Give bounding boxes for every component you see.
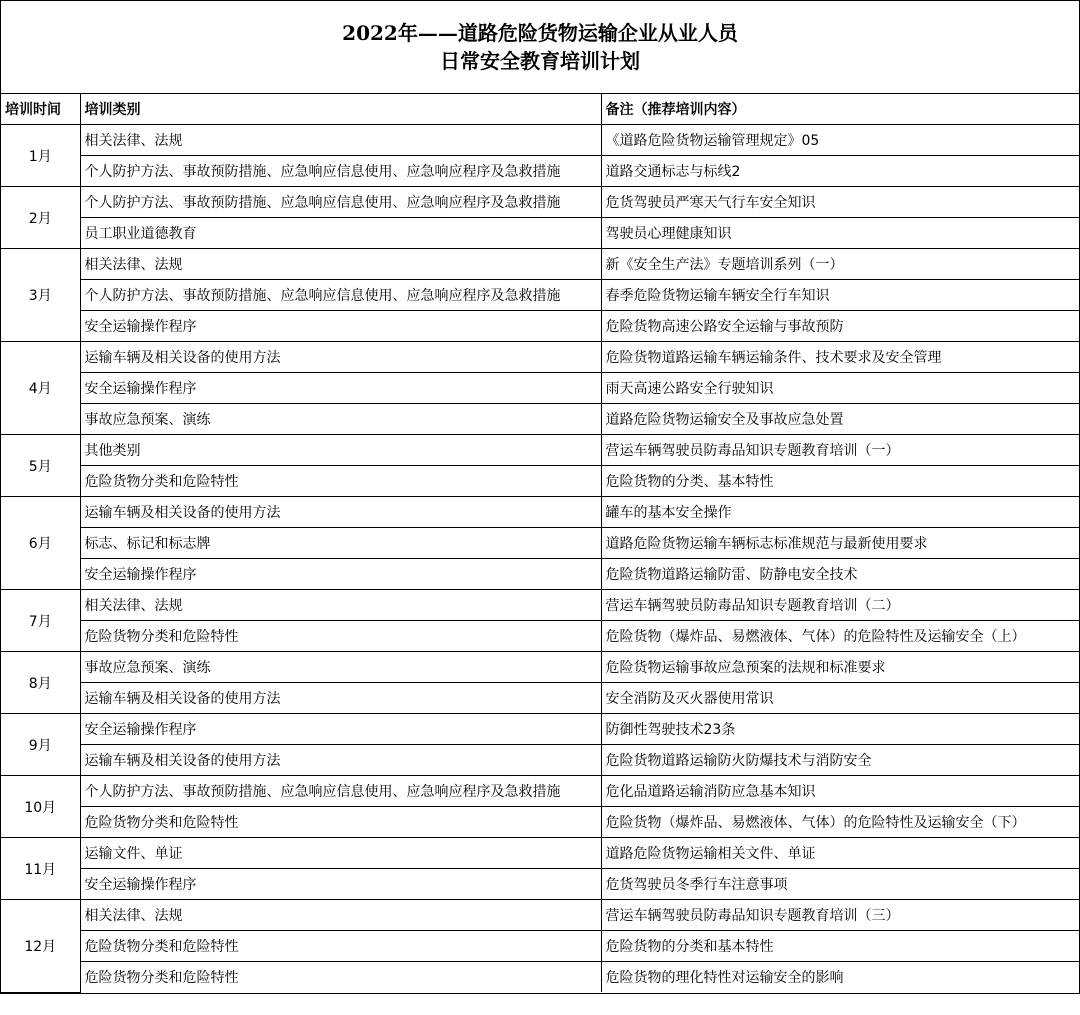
remark-cell: 营运车辆驾驶员防毒品知识专题教育培训（二） [601,590,1079,621]
category-cell: 安全运输操作程序 [80,714,601,745]
table-body [1,125,1079,993]
month-cell: 11月 [1,838,80,900]
month-cell: 7月 [1,590,80,652]
category-cell: 危险货物分类和危险特性 [80,807,601,838]
remark-cell: 雨天高速公路安全行驶知识 [601,373,1079,404]
table-row [1,776,1079,807]
document-title [1,1,1079,94]
table-row [1,373,1079,404]
remark-cell: 危货驾驶员冬季行车注意事项 [601,869,1079,900]
category-cell: 相关法律、法规 [80,900,601,931]
remark-cell: 危险货物的理化特性对运输安全的影响 [601,962,1079,993]
remark-cell: 营运车辆驾驶员防毒品知识专题教育培训（三） [601,900,1079,931]
month-cell: 3月 [1,249,80,342]
table-row [1,497,1079,528]
remark-cell: 道路交通标志与标线2 [601,156,1079,187]
remark-cell: 危险货物的分类、基本特性 [601,466,1079,497]
category-cell: 危险货物分类和危险特性 [80,466,601,497]
month-cell: 8月 [1,652,80,714]
category-cell: 危险货物分类和危险特性 [80,621,601,652]
category-cell: 安全运输操作程序 [80,373,601,404]
category-cell: 运输车辆及相关设备的使用方法 [80,683,601,714]
table-row [1,900,1079,931]
category-cell: 事故应急预案、演练 [80,652,601,683]
remark-cell: 危险货物道路运输防雷、防静电安全技术 [601,559,1079,590]
category-cell: 安全运输操作程序 [80,559,601,590]
table-row [1,435,1079,466]
table-row [1,311,1079,342]
header-training-category: 培训类别 [80,94,601,125]
category-cell: 个人防护方法、事故预防措施、应急响应信息使用、应急响应程序及急救措施 [80,187,601,218]
remark-cell: 罐车的基本安全操作 [601,497,1079,528]
remark-cell: 危险货物运输事故应急预案的法规和标准要求 [601,652,1079,683]
table-row [1,342,1079,373]
month-cell: 5月 [1,435,80,497]
header-training-time: 培训时间 [1,94,80,125]
title-line-2: 日常安全教育培训计划 [440,49,640,73]
remark-cell: 危险货物道路运输防火防爆技术与消防安全 [601,745,1079,776]
category-cell: 危险货物分类和危险特性 [80,931,601,962]
month-cell: 1月 [1,125,80,187]
table-row [1,249,1079,280]
category-cell: 相关法律、法规 [80,590,601,621]
remark-cell: 道路危险货物运输相关文件、单证 [601,838,1079,869]
table-row [1,931,1079,962]
category-cell: 运输车辆及相关设备的使用方法 [80,497,601,528]
category-cell: 运输文件、单证 [80,838,601,869]
table-row [1,683,1079,714]
category-cell: 个人防护方法、事故预防措施、应急响应信息使用、应急响应程序及急救措施 [80,156,601,187]
header-remark: 备注（推荐培训内容） [601,94,1079,125]
table-row [1,559,1079,590]
remark-cell: 防御性驾驶技术23条 [601,714,1079,745]
remark-cell: 危险货物（爆炸品、易燃液体、气体）的危险特性及运输安全（下） [601,807,1079,838]
title-line-1: 2022年——道路危险货物运输企业从业人员 [342,21,738,45]
category-cell: 个人防护方法、事故预防措施、应急响应信息使用、应急响应程序及急救措施 [80,280,601,311]
remark-cell: 道路危险货物运输安全及事故应急处置 [601,404,1079,435]
category-cell: 安全运输操作程序 [80,869,601,900]
table-row [1,590,1079,621]
remark-cell: 驾驶员心理健康知识 [601,218,1079,249]
table-row [1,466,1079,497]
table-row [1,621,1079,652]
category-cell: 相关法律、法规 [80,125,601,156]
remark-cell: 春季危险货物运输车辆安全行车知识 [601,280,1079,311]
category-cell: 运输车辆及相关设备的使用方法 [80,342,601,373]
table-row [1,528,1079,559]
table-row [1,218,1079,249]
remark-cell: 危险货物高速公路安全运输与事故预防 [601,311,1079,342]
month-cell: 4月 [1,342,80,435]
category-cell: 安全运输操作程序 [80,311,601,342]
table-row [1,807,1079,838]
training-table [1,94,1079,993]
table-row [1,745,1079,776]
category-cell: 个人防护方法、事故预防措施、应急响应信息使用、应急响应程序及急救措施 [80,776,601,807]
category-cell: 相关法律、法规 [80,249,601,280]
remark-cell: 道路危险货物运输车辆标志标准规范与最新使用要求 [601,528,1079,559]
remark-cell: 危货驾驶员严寒天气行车安全知识 [601,187,1079,218]
table-row [1,280,1079,311]
remark-cell: 新《安全生产法》专题培训系列（一） [601,249,1079,280]
remark-cell: 安全消防及灭火器使用常识 [601,683,1079,714]
table-row [1,962,1079,993]
category-cell: 其他类别 [80,435,601,466]
table-row [1,652,1079,683]
table-row [1,187,1079,218]
table-row [1,156,1079,187]
category-cell: 员工职业道德教育 [80,218,601,249]
month-cell: 12月 [1,900,80,993]
remark-cell: 营运车辆驾驶员防毒品知识专题教育培训（一） [601,435,1079,466]
month-cell: 9月 [1,714,80,776]
table-row [1,404,1079,435]
remark-cell: 危险货物的分类和基本特性 [601,931,1079,962]
month-cell: 2月 [1,187,80,249]
category-cell: 危险货物分类和危险特性 [80,962,601,993]
table-row [1,714,1079,745]
category-cell: 标志、标记和标志牌 [80,528,601,559]
table-row [1,869,1079,900]
month-cell: 6月 [1,497,80,590]
month-cell: 10月 [1,776,80,838]
table-row [1,125,1079,156]
category-cell: 运输车辆及相关设备的使用方法 [80,745,601,776]
remark-cell: 危化品道路运输消防应急基本知识 [601,776,1079,807]
table-header-row [1,94,1079,125]
remark-cell: 危险货物（爆炸品、易燃液体、气体）的危险特性及运输安全（上） [601,621,1079,652]
remark-cell: 《道路危险货物运输管理规定》05 [601,125,1079,156]
table-row [1,838,1079,869]
remark-cell: 危险货物道路运输车辆运输条件、技术要求及安全管理 [601,342,1079,373]
category-cell: 事故应急预案、演练 [80,404,601,435]
